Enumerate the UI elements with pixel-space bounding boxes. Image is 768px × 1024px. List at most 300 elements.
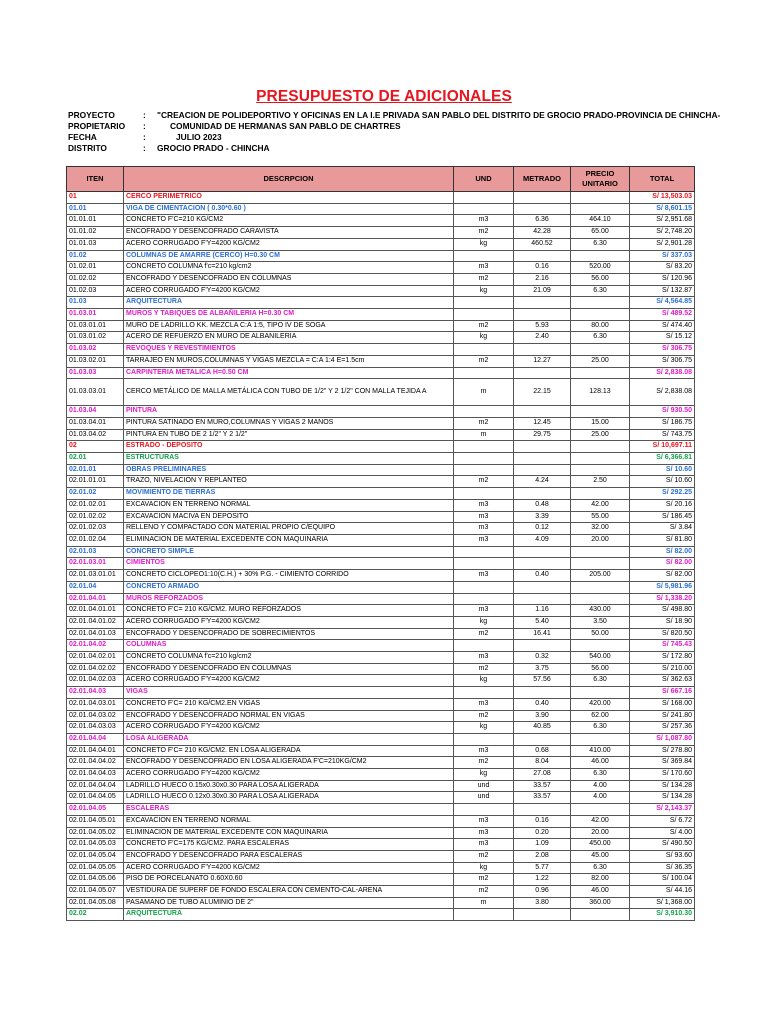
cell-item: 02.01.03.01 (67, 558, 124, 570)
cell-unit-price: 62.00 (571, 710, 630, 722)
cell-unit (454, 593, 514, 605)
cell-unit: kg (454, 862, 514, 874)
cell-item: 02.01.04.03.03 (67, 722, 124, 734)
cell-description: ACERO CORRUGADO F'Y=4200 KG/CM2 (124, 285, 454, 297)
section-row (67, 203, 695, 215)
cell-metrado (514, 558, 571, 570)
cell-unit (454, 733, 514, 745)
cell-total: S/ 44.16 (630, 886, 695, 898)
table-row (67, 710, 695, 722)
cell-metrado: 0.40 (514, 698, 571, 710)
cell-unit (454, 250, 514, 262)
cell-description: CONCRETO F'C= 210 KG/CM2. MURO REFORZADOS (124, 605, 454, 617)
cell-unit-price: 56.00 (571, 663, 630, 675)
cell-metrado: 29.75 (514, 429, 571, 441)
cell-total: S/ 82.00 (630, 558, 695, 570)
cell-description: EXCAVACION EN TERRENO NORMAL (124, 815, 454, 827)
table-row (67, 616, 695, 628)
table-row (67, 628, 695, 640)
cell-item: 02.01.04.05.08 (67, 897, 124, 909)
table-row (67, 285, 695, 297)
cell-description: VESTIDURA DE SUPERF DE FONDO ESCALERA CON CEMENTO-CAL-ARENA (124, 886, 454, 898)
cell-total: S/ 2,838.08 (630, 379, 695, 406)
cell-unit-price: 55.00 (571, 511, 630, 523)
cell-total: S/ 337.03 (630, 250, 695, 262)
cell-metrado: 21.09 (514, 285, 571, 297)
cell-metrado: 5.77 (514, 862, 571, 874)
table-row (67, 780, 695, 792)
cell-unit-price: 464.10 (571, 215, 630, 227)
cell-unit-price: 450.00 (571, 839, 630, 851)
cell-unit-price (571, 309, 630, 321)
cell-metrado: 5.40 (514, 616, 571, 628)
cell-description: VIGA DE CIMENTACION ( 0.30*0.60 ) (124, 203, 454, 215)
cell-metrado: 33.57 (514, 792, 571, 804)
cell-item: 01.03.02 (67, 344, 124, 356)
cell-unit: m2 (454, 417, 514, 429)
cell-metrado (514, 250, 571, 262)
cell-description: COLUMNAS DE AMARRE (CERCO) H=0.30 CM (124, 250, 454, 262)
meta-label: PROPIETARIO (68, 121, 126, 131)
document-title: PRESUPUESTO DE ADICIONALES (256, 88, 512, 105)
cell-description: CIMIENTOS (124, 558, 454, 570)
section-row (67, 558, 695, 570)
cell-description: PASAMANO DE TUBO ALUMINIO DE 2" (124, 897, 454, 909)
cell-metrado: 460.52 (514, 238, 571, 250)
cell-metrado: 1.16 (514, 605, 571, 617)
cell-item: 02.01.04.05.03 (67, 839, 124, 851)
cell-metrado: 16.41 (514, 628, 571, 640)
cell-item: 02.01.04.05.04 (67, 850, 124, 862)
cell-unit: kg (454, 722, 514, 734)
cell-item: 02.01.02.02 (67, 511, 124, 523)
cell-metrado: 0.16 (514, 262, 571, 274)
cell-total: S/ 369.84 (630, 757, 695, 769)
cell-total: S/ 474.40 (630, 320, 695, 332)
cell-unit-price: 45.00 (571, 850, 630, 862)
cell-metrado: 2.16 (514, 273, 571, 285)
table-row (67, 815, 695, 827)
cell-description: PINTURA EN TUBO DE 2 1/2" Y 2 1/2" (124, 429, 454, 441)
cell-item: 01.02.01 (67, 262, 124, 274)
cell-metrado: 0.16 (514, 815, 571, 827)
table-row (67, 499, 695, 511)
cell-item: 02.01.04 (67, 581, 124, 593)
cell-unit-price: 6.30 (571, 238, 630, 250)
table-row (67, 534, 695, 546)
table-row (67, 675, 695, 687)
cell-metrado (514, 453, 571, 465)
cell-item: 02.01.04.04.04 (67, 780, 124, 792)
cell-description: CONCRETO SIMPLE (124, 546, 454, 558)
cell-item: 02.01.04.03 (67, 687, 124, 699)
meta-separator: : (143, 110, 146, 120)
cell-unit-price: 6.30 (571, 862, 630, 874)
cell-unit: m2 (454, 355, 514, 367)
cell-description: ENCOFRADO Y DESENCOFRADO EN COLUMNAS (124, 273, 454, 285)
cell-description: ESCALERAS (124, 804, 454, 816)
cell-unit-price (571, 687, 630, 699)
cell-total: S/ 6.72 (630, 815, 695, 827)
cell-unit: kg (454, 285, 514, 297)
cell-description: CONCRETO F'C= 210 KG/CM2. EN LOSA ALIGERADA (124, 745, 454, 757)
cell-unit-price (571, 593, 630, 605)
cell-unit-price: 15.00 (571, 417, 630, 429)
cell-metrado: 2.08 (514, 850, 571, 862)
cell-metrado: 3.39 (514, 511, 571, 523)
cell-metrado: 27.08 (514, 769, 571, 781)
cell-total: S/ 186.45 (630, 511, 695, 523)
cell-unit: m3 (454, 511, 514, 523)
cell-metrado (514, 464, 571, 476)
cell-total: S/ 13,503.03 (630, 192, 695, 204)
table-row (67, 215, 695, 227)
table-row (67, 429, 695, 441)
table-header-row (67, 167, 695, 192)
cell-unit (454, 406, 514, 418)
cell-unit: m (454, 379, 514, 406)
cell-item: 01 (67, 192, 124, 204)
cell-description: MURO DE LADRILLO KK. MEZCLA C:A 1:5, TIPO IV DE SOGA (124, 320, 454, 332)
section-row (67, 250, 695, 262)
cell-unit-price: 20.00 (571, 827, 630, 839)
cell-item: 01.03.04.02 (67, 429, 124, 441)
table-row (67, 897, 695, 909)
cell-metrado (514, 192, 571, 204)
table-row (67, 238, 695, 250)
cell-metrado: 3.90 (514, 710, 571, 722)
cell-total: S/ 306.75 (630, 344, 695, 356)
cell-unit: m3 (454, 570, 514, 582)
cell-description: LADRILLO HUECO 0.15x0.30x0.30 PARA LOSA ALIGERADA (124, 780, 454, 792)
cell-unit: kg (454, 769, 514, 781)
cell-unit: m2 (454, 874, 514, 886)
section-row (67, 344, 695, 356)
cell-unit (454, 453, 514, 465)
cell-item: 02 (67, 441, 124, 453)
cell-total: S/ 186.75 (630, 417, 695, 429)
cell-description: ACERO CORRUGADO F'Y=4200 KG/CM2 (124, 675, 454, 687)
cell-unit-price (571, 581, 630, 593)
cell-unit: und (454, 792, 514, 804)
section-row (67, 593, 695, 605)
cell-total: S/ 82.00 (630, 570, 695, 582)
cell-item: 01.03.01 (67, 309, 124, 321)
cell-description: CONCRETO F'C= 210 KG/CM2.EN VIGAS (124, 698, 454, 710)
table-row (67, 320, 695, 332)
cell-unit-price (571, 909, 630, 921)
cell-total: S/ 170.60 (630, 769, 695, 781)
cell-total: S/ 82.00 (630, 546, 695, 558)
cell-description: ENCOFRADO Y DESENCOFRADO PARA ESCALERAS (124, 850, 454, 862)
cell-total: S/ 745.43 (630, 640, 695, 652)
cell-item: 01.03.02.01 (67, 355, 124, 367)
cell-metrado (514, 804, 571, 816)
cell-description: LOSA ALIGERADA (124, 733, 454, 745)
cell-metrado: 4.09 (514, 534, 571, 546)
cell-unit-price (571, 406, 630, 418)
cell-unit (454, 804, 514, 816)
meta-value: COMUNIDAD DE HERMANAS SAN PABLO DE CHARTRES (170, 121, 401, 131)
cell-metrado: 1.22 (514, 874, 571, 886)
section-row (67, 733, 695, 745)
cell-total: S/ 134.28 (630, 780, 695, 792)
cell-unit-price: 128.13 (571, 379, 630, 406)
cell-total: S/ 667.16 (630, 687, 695, 699)
cell-total: S/ 3,910.30 (630, 909, 695, 921)
table-row (67, 663, 695, 675)
cell-item: 01.02 (67, 250, 124, 262)
header-unit: UND (454, 167, 514, 192)
cell-metrado: 22.15 (514, 379, 571, 406)
section-row (67, 687, 695, 699)
cell-description: ENCOFRADO Y DESENCOFRADO DE SOBRECIMIENTOS (124, 628, 454, 640)
table-row (67, 757, 695, 769)
cell-total: S/ 168.00 (630, 698, 695, 710)
cell-description: ARQUITECTURA (124, 297, 454, 309)
cell-unit: m3 (454, 652, 514, 664)
meta-row (68, 143, 270, 154)
cell-metrado (514, 309, 571, 321)
cell-unit: m2 (454, 476, 514, 488)
cell-item: 01.02.02 (67, 273, 124, 285)
cell-unit (454, 581, 514, 593)
cell-item: 02.01.04.01.01 (67, 605, 124, 617)
cell-total: S/ 15.12 (630, 332, 695, 344)
cell-unit-price: 56.00 (571, 273, 630, 285)
meta-separator: : (143, 121, 146, 131)
section-row (67, 297, 695, 309)
header-description: DESCRPCION (124, 167, 454, 192)
cell-unit-price (571, 733, 630, 745)
cell-total: S/ 83.20 (630, 262, 695, 274)
cell-unit (454, 640, 514, 652)
cell-unit-price: 4.00 (571, 792, 630, 804)
cell-total: S/ 2,748.20 (630, 227, 695, 239)
cell-total: S/ 3.84 (630, 523, 695, 535)
cell-description: TARRAJEO EN MUROS,COLUMNAS Y VIGAS MEZCLA = C:A 1:4 E=1.5cm (124, 355, 454, 367)
cell-unit (454, 309, 514, 321)
meta-separator: : (143, 143, 146, 153)
cell-unit (454, 367, 514, 379)
cell-metrado: 0.48 (514, 499, 571, 511)
cell-item: 02.01.04.05.01 (67, 815, 124, 827)
cell-unit-price: 25.00 (571, 429, 630, 441)
cell-description: RELLENO Y COMPACTADO CON MATERIAL PROPIO C/EQUIPO (124, 523, 454, 535)
cell-total: S/ 120.96 (630, 273, 695, 285)
section-row (67, 640, 695, 652)
cell-item: 02.01.04.02 (67, 640, 124, 652)
cell-metrado: 12.45 (514, 417, 571, 429)
cell-unit-price: 6.30 (571, 285, 630, 297)
cell-metrado: 0.12 (514, 523, 571, 535)
table-row (67, 652, 695, 664)
cell-description: CERCO PERIMETRICO (124, 192, 454, 204)
cell-metrado: 0.20 (514, 827, 571, 839)
cell-unit-price (571, 344, 630, 356)
meta-row (68, 110, 721, 121)
cell-item: 02.01.04.04 (67, 733, 124, 745)
cell-description: MOVIMIENTO DE TIERRAS (124, 488, 454, 500)
cell-unit: m2 (454, 320, 514, 332)
cell-description: CONCRETO CICLOPEO1:10(C.H.) + 30% P.G. - CIMIENTO CORRIDO (124, 570, 454, 582)
table-row (67, 476, 695, 488)
meta-separator: : (143, 132, 146, 142)
table-row (67, 874, 695, 886)
section-row (67, 581, 695, 593)
section-row (67, 309, 695, 321)
cell-description: ENCOFRADO Y DESENCOFRADO CARAVISTA (124, 227, 454, 239)
section-row (67, 546, 695, 558)
cell-item: 02.01.01.01 (67, 476, 124, 488)
cell-metrado: 42.28 (514, 227, 571, 239)
cell-total: S/ 18.90 (630, 616, 695, 628)
table-row (67, 523, 695, 535)
table-row (67, 355, 695, 367)
meta-label: PROYECTO (68, 110, 115, 120)
cell-item: 02.01.04.01 (67, 593, 124, 605)
table-row (67, 262, 695, 274)
cell-item: 02.01.04.04.03 (67, 769, 124, 781)
cell-unit (454, 441, 514, 453)
cell-item: 02.01 (67, 453, 124, 465)
cell-total: S/ 81.80 (630, 534, 695, 546)
cell-description: EXCAVACION MACIVA EN DEPOSITO (124, 511, 454, 523)
cell-metrado: 0.32 (514, 652, 571, 664)
cell-description: CONCRETO ARMADO (124, 581, 454, 593)
cell-total: S/ 489.52 (630, 309, 695, 321)
cell-metrado (514, 406, 571, 418)
cell-total: S/ 278.80 (630, 745, 695, 757)
cell-description: CONCRETO COLUMNA f'c=210 kg/cm2 (124, 262, 454, 274)
header-item: ITEN (67, 167, 124, 192)
cell-total: S/ 930.50 (630, 406, 695, 418)
cell-unit-price: 420.00 (571, 698, 630, 710)
section-row (67, 464, 695, 476)
table-row (67, 862, 695, 874)
cell-total: S/ 1,338.20 (630, 593, 695, 605)
cell-total: S/ 5,981.96 (630, 581, 695, 593)
cell-item: 01.03 (67, 297, 124, 309)
cell-description: VIGAS (124, 687, 454, 699)
cell-unit: m3 (454, 827, 514, 839)
cell-item: 02.01.02.01 (67, 499, 124, 511)
cell-metrado (514, 441, 571, 453)
cell-metrado: 57.56 (514, 675, 571, 687)
table-row (67, 745, 695, 757)
cell-unit: m3 (454, 605, 514, 617)
cell-total: S/ 498.80 (630, 605, 695, 617)
cell-unit-price (571, 558, 630, 570)
cell-item: 02.01.04.04.02 (67, 757, 124, 769)
cell-unit: kg (454, 238, 514, 250)
cell-unit-price: 2.50 (571, 476, 630, 488)
cell-description: CONCRETO F'C=175 KG/CM2. PARA ESCALERAS (124, 839, 454, 851)
cell-total: S/ 10.60 (630, 476, 695, 488)
section-row (67, 192, 695, 204)
cell-unit-price: 42.00 (571, 815, 630, 827)
cell-unit-price (571, 192, 630, 204)
cell-unit: und (454, 780, 514, 792)
cell-item: 02.01.04.01.02 (67, 616, 124, 628)
cell-item: 02.01.04.02.01 (67, 652, 124, 664)
cell-metrado (514, 367, 571, 379)
cell-metrado: 1.09 (514, 839, 571, 851)
cell-total: S/ 10.60 (630, 464, 695, 476)
cell-unit: m2 (454, 227, 514, 239)
header-metrado: METRADO (514, 167, 571, 192)
cell-unit-price: 6.30 (571, 769, 630, 781)
cell-unit: m2 (454, 663, 514, 675)
cell-unit-price: 540.00 (571, 652, 630, 664)
cell-total: S/ 8,601.15 (630, 203, 695, 215)
cell-total: S/ 2,901.28 (630, 238, 695, 250)
cell-description: TRAZO, NIVELACION Y REPLANTEO (124, 476, 454, 488)
cell-total: S/ 2,838.08 (630, 367, 695, 379)
table-row (67, 769, 695, 781)
cell-item: 02.01.04.05.02 (67, 827, 124, 839)
cell-unit: m3 (454, 499, 514, 511)
cell-unit (454, 558, 514, 570)
cell-unit-price: 205.00 (571, 570, 630, 582)
cell-item: 02.01.04.04.01 (67, 745, 124, 757)
cell-metrado (514, 344, 571, 356)
cell-unit-price: 430.00 (571, 605, 630, 617)
cell-description: ESTRADO - DEPOSITO (124, 441, 454, 453)
cell-description: ENCOFRADO Y DESENCOFRADO NORMAL EN VIGAS (124, 710, 454, 722)
cell-total: S/ 93.60 (630, 850, 695, 862)
cell-metrado: 3.75 (514, 663, 571, 675)
meta-label: DISTRITO (68, 143, 107, 153)
cell-unit-price: 360.00 (571, 897, 630, 909)
section-row (67, 453, 695, 465)
table-row (67, 698, 695, 710)
cell-unit: m3 (454, 215, 514, 227)
cell-unit (454, 464, 514, 476)
cell-total: S/ 10,697.11 (630, 441, 695, 453)
cell-total: S/ 306.75 (630, 355, 695, 367)
meta-row (68, 132, 222, 143)
cell-metrado (514, 203, 571, 215)
cell-unit (454, 546, 514, 558)
table-row (67, 273, 695, 285)
cell-metrado (514, 687, 571, 699)
cell-item: 01.03.03.01 (67, 379, 124, 406)
cell-total: S/ 210.00 (630, 663, 695, 675)
cell-unit-price (571, 804, 630, 816)
cell-description: ESTRUCTURAS (124, 453, 454, 465)
cell-unit: kg (454, 616, 514, 628)
table-row (67, 850, 695, 862)
table-row (67, 605, 695, 617)
cell-metrado: 12.27 (514, 355, 571, 367)
cell-total: S/ 4.00 (630, 827, 695, 839)
cell-unit-price: 42.00 (571, 499, 630, 511)
cell-metrado: 5.93 (514, 320, 571, 332)
cell-unit-price: 410.00 (571, 745, 630, 757)
table-row (67, 570, 695, 582)
cell-item: 02.02 (67, 909, 124, 921)
cell-unit: m2 (454, 757, 514, 769)
cell-unit: m2 (454, 886, 514, 898)
cell-unit-price: 65.00 (571, 227, 630, 239)
cell-item: 01.01.02 (67, 227, 124, 239)
table-row (67, 886, 695, 898)
cell-description: ENCOFRADO Y DESENCOFRADO EN COLUMNAS (124, 663, 454, 675)
cell-total: S/ 36.35 (630, 862, 695, 874)
cell-metrado (514, 297, 571, 309)
cell-unit-price: 25.00 (571, 355, 630, 367)
